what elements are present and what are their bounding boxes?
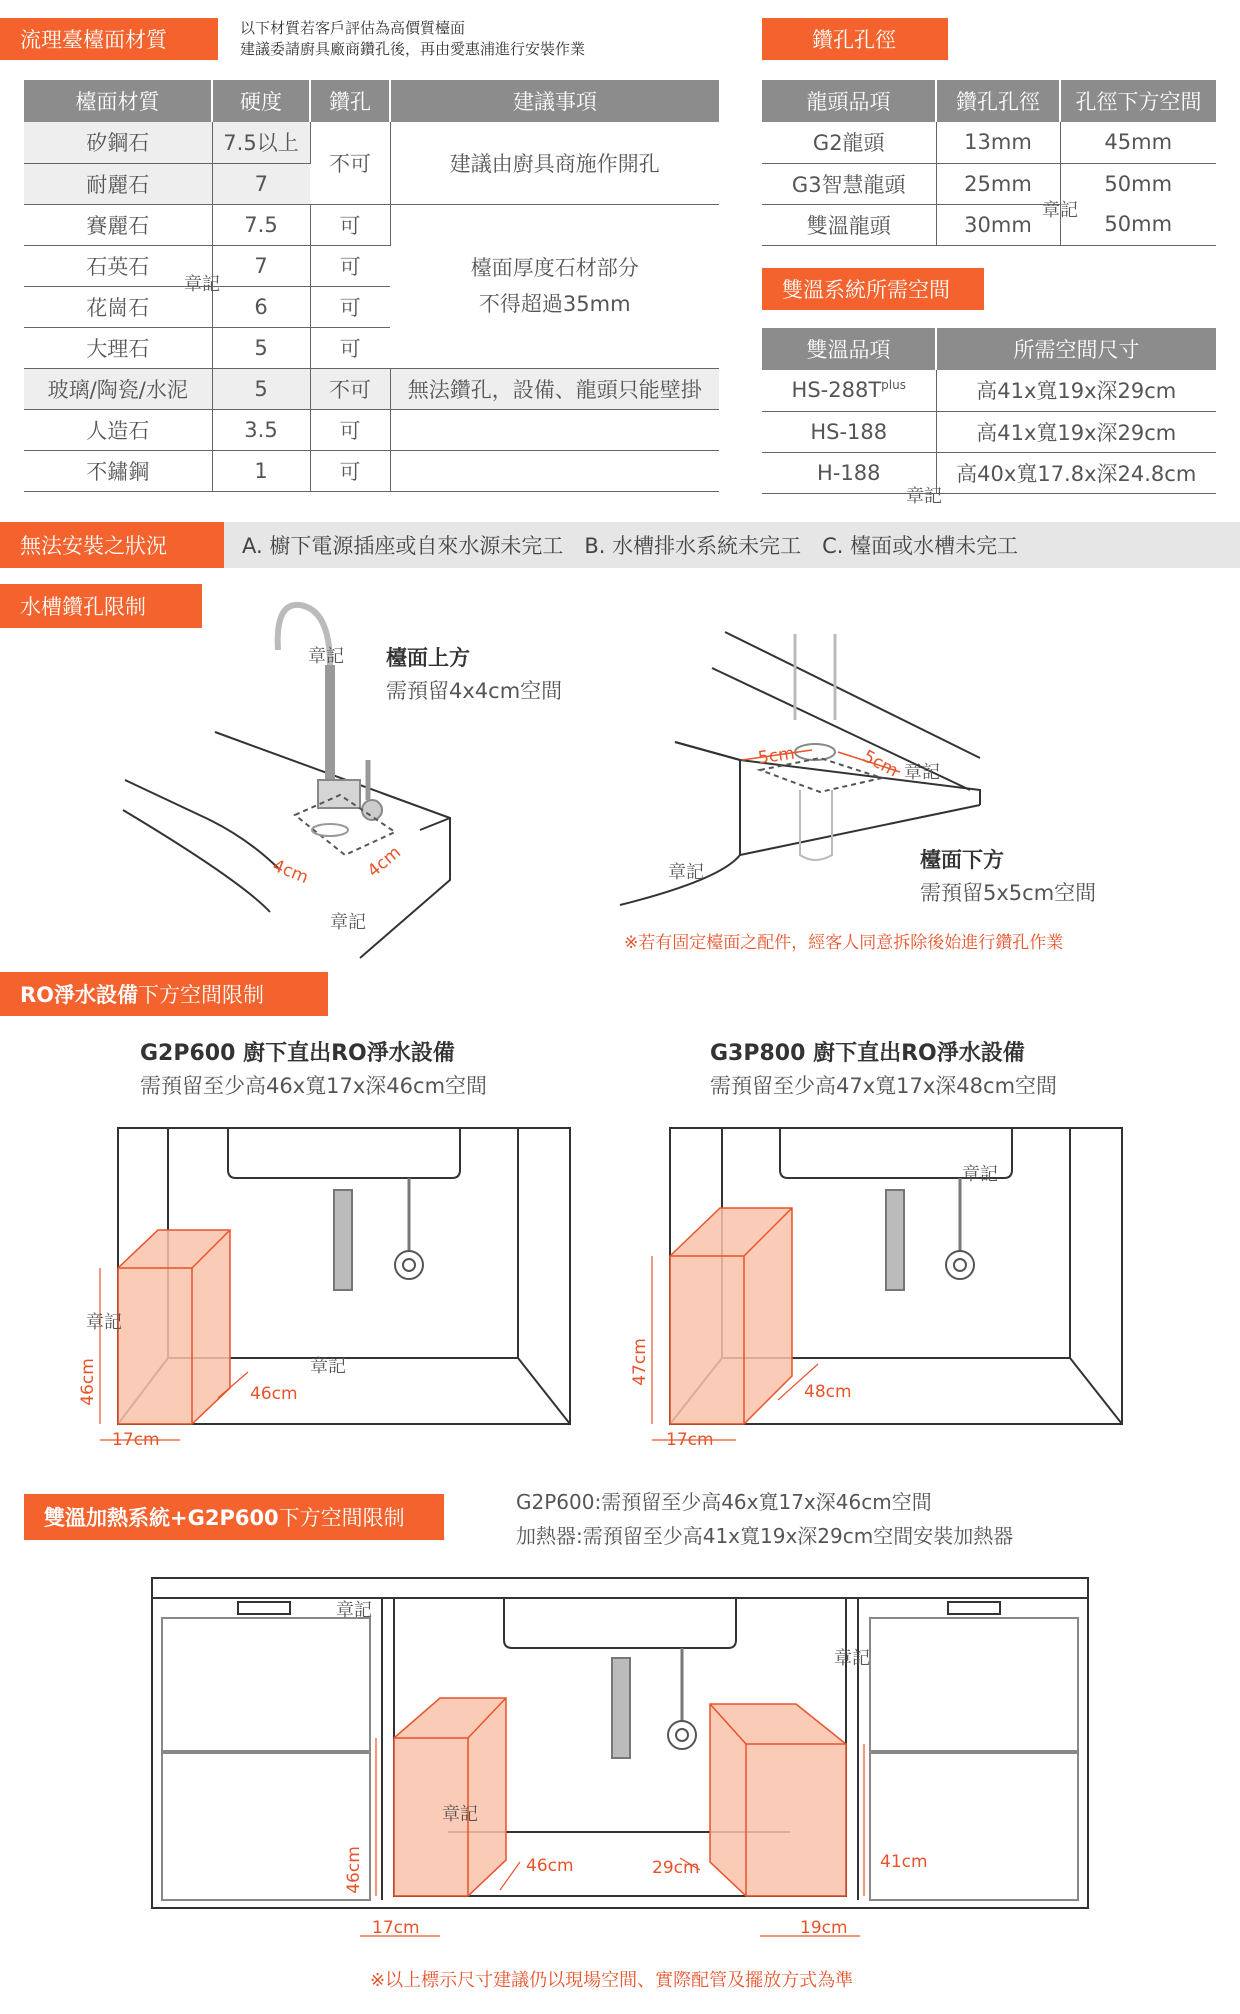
- stamp-mark: 章記: [834, 1648, 870, 1669]
- col-hole-size: 鑽孔孔徑: [936, 80, 1060, 122]
- table-cell: 人造石: [24, 409, 212, 450]
- table-cell: 7.5: [212, 204, 310, 245]
- dual-line-1: G2P600:需預留至少高46x寬17x深46cm空間: [516, 1490, 932, 1514]
- suggest-line-2: 不得超過35mm: [478, 292, 631, 316]
- table-cell: 不可: [310, 122, 390, 204]
- section-tag-space: 雙溫系統所需空間: [762, 268, 984, 310]
- table-cell: 石英石: [24, 245, 212, 286]
- material-table: [24, 80, 719, 492]
- col-drill: 鑽孔: [310, 80, 390, 122]
- section-tag-countertop: 流理臺檯面材質: [0, 18, 218, 60]
- ro-right-height: 47cm: [629, 1338, 650, 1386]
- col-below-space: 孔徑下方空間: [1060, 80, 1216, 122]
- ro-right-width: 17cm: [666, 1430, 714, 1450]
- table-cell: [762, 370, 936, 411]
- col-faucet: 龍頭品項: [762, 80, 936, 122]
- table-cell: 5: [212, 368, 310, 409]
- table-cell: 高41x寬19x深29cm: [936, 370, 1216, 411]
- dual-tag-bold: 雙溫加熱系統+G2P600: [44, 1506, 279, 1530]
- table-cell: 不鏽鋼: [24, 450, 212, 491]
- table-cell: 矽鋼石: [24, 122, 212, 163]
- countertop-note: [240, 18, 585, 60]
- dual-left-box: [394, 1698, 506, 1896]
- below-sub: 需預留5x5cm空間: [920, 881, 1097, 905]
- dim-4cm-right: 4cm: [363, 842, 405, 882]
- dim-5cm-left: 5cm: [756, 743, 796, 769]
- ro-right-title: G3P800 廚下直出RO淨水設備: [710, 1041, 1025, 1066]
- hole-table: [762, 80, 1216, 246]
- stamp-mark: 章記: [310, 1356, 346, 1377]
- stamp-mark: 章記: [1042, 200, 1078, 221]
- ro-tag-rest: 下方空間限制: [138, 983, 265, 1007]
- table-cell: 可: [310, 286, 390, 327]
- model-sup: plus: [881, 378, 906, 393]
- table-cell: 5: [212, 327, 310, 368]
- ro-tag-bold: RO淨水設備: [20, 983, 139, 1007]
- table-cell: HS-188: [762, 411, 936, 452]
- dual-tag-rest: 下方空間限制: [278, 1506, 405, 1530]
- ro-right-box: [670, 1208, 792, 1424]
- col-suggest: 建議事項: [390, 80, 719, 122]
- dual-right-height: 41cm: [880, 1852, 928, 1872]
- ro-left-width: 17cm: [112, 1430, 160, 1450]
- table-cell: 可: [310, 409, 390, 450]
- stamp-mark: 章記: [336, 1600, 372, 1621]
- table-cell: 花崗石: [24, 286, 212, 327]
- table-cell: 耐麗石: [24, 163, 212, 204]
- dual-right-width: 19cm: [800, 1918, 848, 1938]
- section-tag-hole: 鑽孔孔徑: [762, 18, 948, 60]
- table-cell: 3.5: [212, 409, 310, 450]
- table-cell: G2龍頭: [762, 122, 936, 163]
- space-table: [762, 328, 1216, 494]
- section-tag-ro: [0, 972, 328, 1016]
- table-cell: 玻璃/陶瓷/水泥: [24, 368, 212, 409]
- table-cell: 可: [310, 450, 390, 491]
- section-tag-dual: [24, 1494, 444, 1540]
- table-cell: 無法鑽孔，設備、龍頭只能壁掛: [390, 368, 719, 409]
- col-hardness: 硬度: [212, 80, 310, 122]
- table-cell: 1: [212, 450, 310, 491]
- table-cell: 高40x寬17.8x深24.8cm: [936, 452, 1216, 493]
- stamp-mark: 章記: [962, 1164, 998, 1185]
- suggest-line-1: 檯面厚度石材部分: [470, 256, 639, 280]
- note-line-2: 建議委請廚具廠商鑽孔後，再由愛惠浦進行安裝作業: [240, 40, 586, 58]
- col-required-size: 所需空間尺寸: [936, 328, 1216, 370]
- stamp-mark: 章記: [906, 486, 942, 507]
- table-cell: 7: [212, 245, 310, 286]
- dual-left-height: 46cm: [343, 1846, 364, 1894]
- table-cell: 7: [212, 163, 310, 204]
- ro-left-box: [118, 1230, 230, 1424]
- table-cell: [390, 450, 719, 491]
- section-tag-sink: 水槽鑽孔限制: [0, 584, 202, 628]
- ro-left-title: G2P600 廚下直出RO淨水設備: [140, 1041, 455, 1066]
- table-cell: 45mm: [1060, 122, 1216, 163]
- table-cell: 50mm: [1104, 171, 1173, 196]
- table-cell: [390, 409, 719, 450]
- stamp-mark: 章記: [442, 1804, 478, 1825]
- table-cell: 不可: [310, 368, 390, 409]
- dual-left-depth: 46cm: [526, 1856, 574, 1876]
- table-cell: 可: [310, 327, 390, 368]
- dim-4cm-left: 4cm: [269, 855, 312, 889]
- dim-5cm-right: 5cm: [859, 746, 902, 782]
- section-tag-cannot: 無法安裝之狀況: [0, 522, 224, 568]
- dual-cabinet: [152, 1578, 1088, 1908]
- above-title: 檯面上方: [386, 646, 470, 670]
- stamp-mark: 章記: [184, 274, 220, 295]
- table-cell: 13mm: [936, 122, 1060, 163]
- above-sub: 需預留4x4cm空間: [386, 679, 563, 703]
- table-cell: G3智慧龍頭: [762, 163, 936, 204]
- dual-right-box: [710, 1704, 846, 1896]
- stamp-mark: 章記: [330, 912, 366, 933]
- table-cell: 可: [310, 245, 390, 286]
- table-cell: 可: [310, 204, 390, 245]
- ro-right-sub: 需預留至少高47x寬17x深48cm空間: [710, 1074, 1058, 1098]
- table-cell: 50mm: [1060, 204, 1216, 245]
- cannot-text: A. 櫥下電源插座或自來水源未完工 B. 水槽排水系統未完工 C. 檯面或水槽未完工: [242, 534, 1019, 558]
- sink-note: ※若有固定檯面之配件，經客人同意拆除後始進行鑽孔作業: [624, 933, 1064, 953]
- stamp-mark: 章記: [86, 1312, 122, 1333]
- table-cell: [390, 204, 719, 368]
- ro-left-sub: 需預留至少高46x寬17x深46cm空間: [140, 1074, 488, 1098]
- ro-left-depth: 46cm: [250, 1384, 298, 1404]
- table-cell: 7.5以上: [212, 122, 310, 163]
- table-cell: 25mm: [936, 163, 1060, 204]
- note-line-1: 以下材質若客戶評估為高價質檯面: [240, 19, 466, 37]
- stamp-mark: 章記: [308, 646, 344, 667]
- ro-right-depth: 48cm: [804, 1382, 852, 1402]
- model-name: HS-288T: [791, 378, 882, 403]
- below-title: 檯面下方: [920, 848, 1004, 872]
- stamp-mark: 章記: [668, 862, 704, 883]
- dual-right-depth: 29cm: [652, 1858, 700, 1878]
- stamp-mark: 章記: [904, 762, 940, 783]
- dual-footnote: ※以上標示尺寸建議仍以現場空間、實際配管及擺放方式為準: [370, 1970, 854, 1991]
- table-cell: 大理石: [24, 327, 212, 368]
- table-cell: H-188: [762, 452, 936, 493]
- dual-line-2: 加熱器:需預留至少高41x寬19x深29cm空間安裝加熱器: [516, 1524, 1014, 1548]
- table-cell: 30mm: [936, 204, 1060, 245]
- col-material: 檯面材質: [24, 80, 212, 122]
- table-cell: 雙溫龍頭: [762, 204, 936, 245]
- col-dual-item: 雙溫品項: [762, 328, 936, 370]
- table-cell: 賽麗石: [24, 204, 212, 245]
- table-cell: 6: [212, 286, 310, 327]
- table-cell: 建議由廚具商施作開孔: [390, 122, 719, 204]
- dual-left-width: 17cm: [372, 1918, 420, 1938]
- table-cell: 高41x寬19x深29cm: [936, 411, 1216, 452]
- ro-left-height: 46cm: [77, 1358, 98, 1406]
